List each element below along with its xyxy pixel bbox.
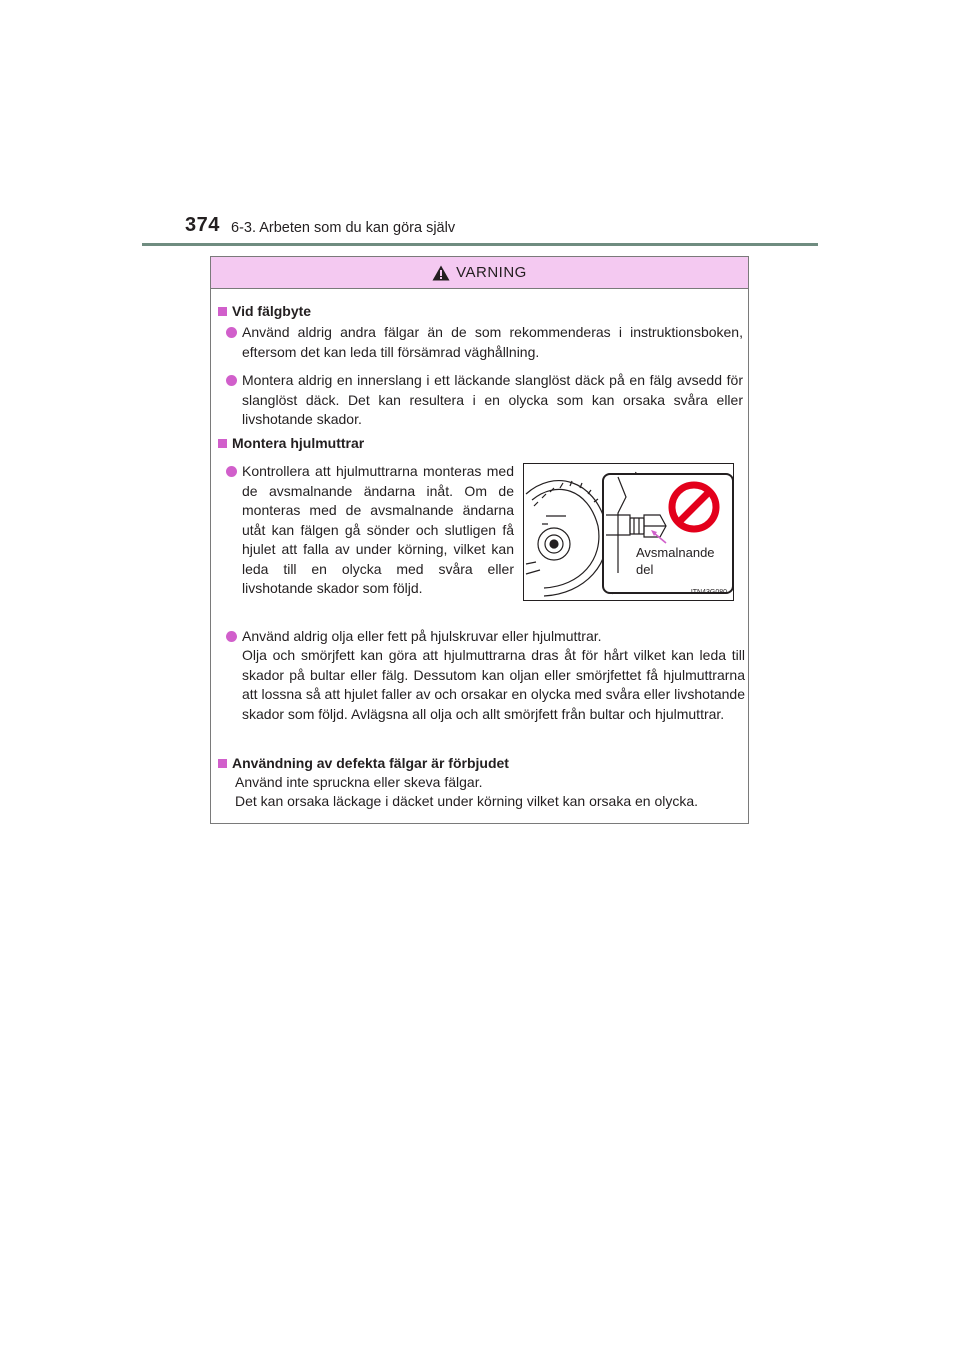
section-heading-lug-nuts [218, 435, 364, 451]
page-number: 374 [185, 214, 220, 236]
bullet-text: Kontrollera att hjulmuttrarna monteras med de avsmalnande ändarna inåt. Om de monteras med de avsmalnande ändarna utåt kan fälgen gå sönder och slutligen få hjulet att falla av under körning, vilket kan leda till en olycka med svåra eller livshotande skador som följd. [242, 463, 514, 596]
bullet-dot-icon [226, 466, 237, 477]
plain-line: Det kan orsaka läckage i däcket under körning vilket kan orsaka en olycka. [235, 793, 699, 809]
bullet-text: Använd aldrig olja eller fett på hjulskruvar eller hjulmuttrar. [242, 628, 602, 644]
bullet-item [226, 371, 743, 430]
section-heading-defective-rims [218, 755, 509, 771]
heading-square-icon [218, 759, 227, 768]
heading-square-icon [218, 307, 227, 316]
heading-text: Vid fälgbyte [232, 303, 312, 319]
bullet-item [226, 627, 743, 647]
header-rule [142, 243, 818, 246]
figure-label-line2: del [636, 562, 654, 577]
lug-nut-figure [523, 463, 734, 601]
section-title: 6-3. Arbeten som du kan göra själv [231, 220, 456, 236]
figure-code: ITN43G080 [690, 589, 727, 596]
section-heading-rim-change [218, 303, 311, 319]
heading-text: Montera hjulmuttrar [232, 435, 365, 451]
plain-line: Använd inte spruckna eller skeva fälgar. [235, 774, 483, 790]
bullet-dot-icon [226, 375, 237, 386]
pointer-arrow [654, 533, 666, 543]
heading-square-icon [218, 439, 227, 448]
figure-label [636, 544, 715, 578]
figure-label-line1: Avsmalnande [636, 545, 715, 560]
bullet-text: Montera aldrig en innerslang i ett läckande slanglöst däck på en fälg avsedd för slanglöst däck. Det kan resultera i en olycka som kan orsaka svåra eller livshotande skador. [242, 372, 743, 427]
bullet-continuation: Olja och smörjfett kan göra att hjulmuttrarna dras åt för hårt vilket kan leda till skador på bultar eller fälg. Dessutom kan oljan eller smörjfettet få hjulmuttrarna att lossna så att hjulet faller av och orsakar en olycka med svåra eller livshotande skador som följd. Avlägsna all olja och allt smörjfett från bultar och hjulmuttrar. [242, 647, 745, 722]
warning-triangle-icon [432, 265, 450, 281]
prohibited-icon [666, 479, 722, 535]
bullet-item [226, 323, 743, 362]
warning-header [211, 257, 748, 289]
bullet-dot-icon [226, 631, 237, 642]
bullet-text: Använd aldrig andra fälgar än de som rekommenderas i instruktionsboken, eftersom det kan leda till försämrad väghållning. [242, 324, 743, 360]
warning-title: VARNING [456, 264, 527, 281]
bullet-dot-icon [226, 327, 237, 338]
heading-text: Användning av defekta fälgar är förbjudet [232, 755, 509, 771]
warning-box [210, 256, 749, 824]
